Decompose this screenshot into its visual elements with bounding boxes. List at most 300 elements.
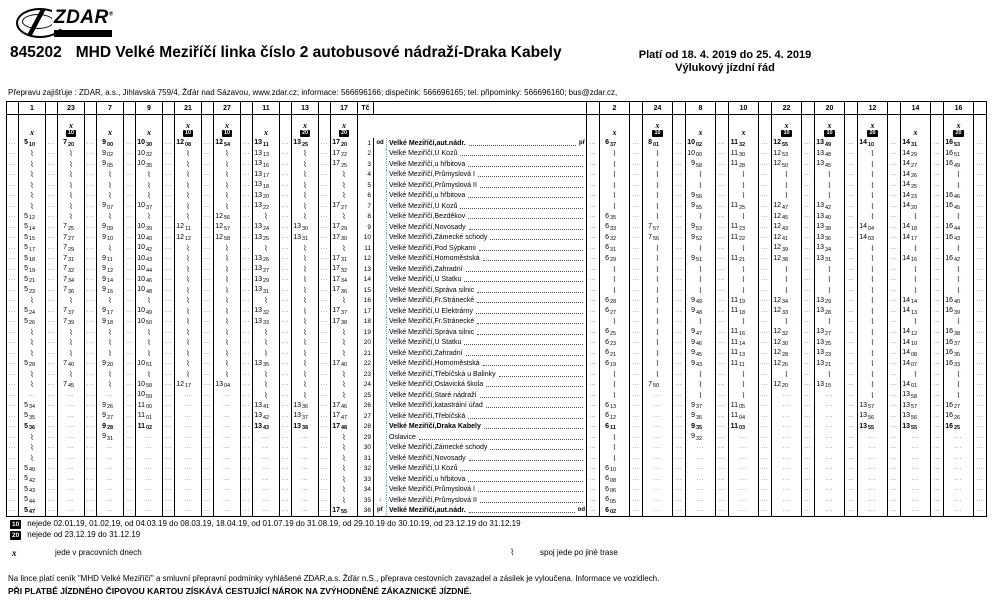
- time-hour: 6: [605, 244, 609, 252]
- filler-dots: ...: [804, 150, 812, 157]
- time-cell: [19, 506, 46, 517]
- filler-cell: [46, 159, 58, 170]
- filler-cell: [241, 243, 253, 254]
- filler-dots: ...: [890, 318, 898, 325]
- time-hour: 17: [332, 506, 340, 514]
- filler-dots: ...: [933, 307, 941, 314]
- filler-cell: [931, 485, 944, 496]
- filler-cell: [845, 380, 858, 391]
- filler-cell: [845, 138, 858, 149]
- wavy-line-icon: ⌇: [612, 443, 617, 453]
- time-minute: 48: [825, 152, 832, 159]
- wavy-line-icon: ⌇: [956, 369, 961, 379]
- filler-dots: ...: [589, 433, 597, 440]
- filler-dots: ...: [203, 496, 212, 503]
- time-minute: 34: [341, 278, 348, 285]
- symbols-cell: [136, 115, 163, 139]
- time-cell: [772, 191, 802, 202]
- filler-dots: ...: [804, 444, 812, 451]
- time-hour: 17: [332, 139, 340, 147]
- filler-cell: [163, 432, 175, 443]
- filler-cell: [630, 401, 643, 412]
- filler-dots: ...: [47, 265, 56, 272]
- filler-dots: ...: [761, 381, 769, 388]
- filler-dots: ...: [976, 433, 984, 440]
- filler-cell: [888, 180, 901, 191]
- time-hour: 11: [730, 296, 738, 304]
- time-cell: [901, 485, 931, 496]
- time-cell: [858, 411, 888, 422]
- no-service-dots: ...: [301, 444, 309, 451]
- time-minute: 40: [146, 236, 153, 243]
- no-service-dots: ...: [954, 486, 963, 493]
- time-cell: [331, 180, 358, 191]
- filler-cell: [241, 306, 253, 317]
- filler-dots: ...: [632, 402, 640, 409]
- time-cell: [686, 285, 716, 296]
- no-service-dots: ...: [825, 402, 834, 409]
- filler-cell: [759, 495, 772, 506]
- time-minute: 36: [68, 288, 75, 295]
- time-hour: 17: [332, 359, 340, 367]
- dot-leader: [480, 393, 583, 398]
- filler-cell: [716, 401, 729, 412]
- time-cell: [686, 306, 716, 317]
- time-minute: 20: [911, 204, 918, 211]
- no-service-dots: ...: [825, 486, 834, 493]
- filler-cell: [974, 296, 987, 307]
- time-hour: 10: [137, 149, 145, 157]
- filler-dots: ...: [281, 171, 290, 178]
- time-hour: 5: [24, 275, 28, 283]
- filler-cell: [931, 348, 944, 359]
- time-hour: 7: [63, 307, 67, 315]
- stop-row: [7, 233, 987, 244]
- filler-cell: [974, 348, 987, 359]
- filler-dots: ...: [203, 202, 212, 209]
- dot-leader: [468, 193, 583, 198]
- filler-dots: ...: [632, 423, 640, 430]
- filler-cell: [845, 285, 858, 296]
- wavy-line-icon: ⌇: [264, 348, 268, 358]
- filler-dots: ...: [976, 234, 984, 241]
- filler-cell: [802, 506, 815, 517]
- filler-cell: [888, 443, 901, 454]
- time-cell: [686, 138, 716, 149]
- filler-dots: ...: [933, 402, 941, 409]
- filler-dots: ...: [890, 150, 898, 157]
- filler-dots: ...: [281, 213, 290, 220]
- time-cell: [97, 338, 124, 349]
- filler-dots: ...: [675, 433, 683, 440]
- time-cell: [19, 317, 46, 328]
- time-minute: 36: [29, 425, 36, 432]
- filler-dots: ...: [804, 192, 812, 199]
- filler-dots: ...: [933, 339, 941, 346]
- symbol-stack: [292, 115, 318, 138]
- filler-cell: [124, 296, 136, 307]
- filler-cell: [46, 474, 58, 485]
- filler-dots: ...: [164, 433, 173, 440]
- time-cell: [600, 464, 630, 475]
- footnote-10-text: nejede 02.01.19, 01.02.19, od 04.03.19 do 08.03.19, 18.04.19, od 01.07.19 do 31.08.19, od 29.10.19 do 30.10.19, od 23.12.19 do 31.12.19: [27, 519, 521, 528]
- od-pr-marker: [374, 212, 387, 223]
- time-minute: 18: [263, 183, 270, 190]
- wavy-line-icon: ⌇: [655, 285, 660, 295]
- filler-dots: ...: [281, 433, 290, 440]
- time-cell: [214, 453, 241, 464]
- route-flex: [389, 159, 586, 169]
- filler-dots: ...: [203, 213, 212, 220]
- time-cell: [686, 464, 716, 475]
- time-cell: [600, 170, 630, 181]
- time-minute: 19: [29, 267, 36, 274]
- filler-cell: [46, 243, 58, 254]
- filler-cell: [202, 485, 214, 496]
- time-cell: [944, 369, 974, 380]
- stop-name: Velké Meziříčí,Správa silnic: [389, 286, 475, 294]
- time-cell: [729, 485, 759, 496]
- filler-dots: ...: [804, 496, 812, 503]
- time-cell: [253, 495, 280, 506]
- time-minute: 19: [739, 299, 746, 306]
- filler-dots: ...: [125, 255, 134, 262]
- no-service-dots: ...: [653, 433, 662, 440]
- dot-leader: [483, 256, 583, 261]
- filler-dots: ...: [761, 307, 769, 314]
- filler-dots: ...: [675, 444, 683, 451]
- stop-row: [7, 506, 987, 517]
- filler-dots: ...: [761, 223, 769, 230]
- time-minute: 41: [782, 236, 789, 243]
- filler-dots: ...: [242, 202, 251, 209]
- time-hour: 9: [691, 296, 695, 304]
- route-flex: [389, 149, 586, 159]
- filler-dots: ...: [718, 234, 726, 241]
- spacer-cell: [845, 115, 858, 139]
- od-pr-marker: [374, 149, 387, 160]
- time-minute: 26: [263, 257, 270, 264]
- time-cell: [214, 285, 241, 296]
- filler-dots: ...: [847, 223, 855, 230]
- time-hour: 14: [902, 338, 910, 346]
- filler-cell: [759, 390, 772, 401]
- odpr-header: [374, 102, 387, 115]
- wavy-line-icon: ⌇: [870, 149, 875, 159]
- time-cell: [815, 159, 845, 170]
- time-minute: 29: [610, 257, 617, 264]
- filler-cell: [85, 474, 97, 485]
- time-hour: 16: [945, 412, 953, 420]
- filler-cell: [673, 264, 686, 275]
- filler-cell: [241, 233, 253, 244]
- filler-cell: [124, 180, 136, 191]
- filler-cell: [85, 359, 97, 370]
- filler-cell: [85, 180, 97, 191]
- filler-cell: [888, 485, 901, 496]
- no-service-dots: ...: [223, 402, 231, 409]
- spacer-header: [888, 102, 901, 115]
- time-hour: 9: [102, 202, 106, 210]
- time-cell: [97, 306, 124, 317]
- spacer-cell: [759, 115, 772, 139]
- filler-dots: ...: [281, 181, 290, 188]
- time-cell: [643, 495, 673, 506]
- time-cell: [331, 390, 358, 401]
- time-cell: [253, 222, 280, 233]
- symbol-stack: [729, 115, 758, 138]
- filler-dots: ...: [675, 139, 683, 146]
- filler-cell: [673, 243, 686, 254]
- time-cell: [858, 369, 888, 380]
- time-minute: 27: [911, 162, 918, 169]
- time-hour: 14: [902, 328, 910, 336]
- time-minute: 14: [107, 278, 114, 285]
- filler-dots: ...: [933, 297, 941, 304]
- filler-dots: ...: [847, 507, 855, 514]
- time-hour: 10: [137, 265, 145, 273]
- time-hour: 6: [605, 223, 609, 231]
- filler-dots: ...: [847, 181, 855, 188]
- tc-number: 33: [358, 474, 374, 485]
- wavy-line-icon: ⌇: [303, 191, 307, 201]
- time-cell: [729, 443, 759, 454]
- symbol-stack: [97, 115, 123, 138]
- wavy-line-icon: ⌇: [69, 338, 73, 348]
- filler-cell: [802, 306, 815, 317]
- stop-row: [7, 296, 987, 307]
- no-service-dots: ...: [106, 475, 114, 482]
- stop-name: Velké Meziříčí,u hřbitova: [389, 192, 466, 200]
- filler-dots: ...: [203, 381, 212, 388]
- od-pr-marker: [374, 254, 387, 265]
- filler-dots: ...: [164, 381, 173, 388]
- filler-dots: ...: [47, 475, 56, 482]
- time-cell: [175, 453, 202, 464]
- time-cell: [815, 485, 845, 496]
- filler-dots: ...: [933, 486, 941, 493]
- wavy-line-icon: ⌇: [225, 191, 229, 201]
- time-minute: 32: [341, 267, 348, 274]
- filler-cell: [845, 243, 858, 254]
- time-hour: 12: [773, 202, 781, 210]
- filler-dots: ...: [47, 234, 56, 241]
- time-hour: 16: [945, 349, 953, 357]
- filler-dots: ...: [804, 475, 812, 482]
- filler-dots: ...: [589, 402, 597, 409]
- filler-dots: ...: [281, 454, 290, 461]
- stop-row: [7, 317, 987, 328]
- no-service-dots: ...: [653, 454, 662, 461]
- time-cell: [600, 317, 630, 328]
- time-cell: [253, 390, 280, 401]
- time-hour: 14: [902, 139, 910, 147]
- filler-dots: ...: [718, 423, 726, 430]
- filler-dots: ...: [320, 370, 329, 377]
- no-service-dots: ...: [67, 423, 75, 430]
- wavy-line-icon: ⌇: [870, 191, 875, 201]
- time-cell: [772, 159, 802, 170]
- time-cell: [858, 285, 888, 296]
- time-cell: [136, 338, 163, 349]
- time-hour: 13: [816, 380, 824, 388]
- time-cell: [815, 432, 845, 443]
- filler-cell: [202, 464, 214, 475]
- time-cell: [97, 369, 124, 380]
- filler-dots: ...: [320, 160, 329, 167]
- filler-cell: [124, 506, 136, 517]
- filler-dots: ...: [242, 276, 251, 283]
- stop-row: [7, 254, 987, 265]
- time-cell: [686, 254, 716, 265]
- time-hour: 12: [176, 223, 184, 231]
- no-service-dots: ...: [67, 486, 75, 493]
- time-cell: [97, 464, 124, 475]
- no-service-dots: ...: [653, 444, 662, 451]
- time-cell: [944, 254, 974, 265]
- no-service-dots: ...: [145, 486, 153, 493]
- filler-cell: [46, 285, 58, 296]
- wavy-line-icon: ⌇: [698, 170, 703, 180]
- time-hour: 9: [102, 359, 106, 367]
- filler-dots: ...: [47, 286, 56, 293]
- filler-cell: [319, 317, 331, 328]
- filler-dots: ...: [86, 255, 95, 262]
- filler-dots: ...: [632, 223, 640, 230]
- timetable: [6, 101, 987, 517]
- filler-cell: [888, 422, 901, 433]
- filler-cell: [931, 464, 944, 475]
- wavy-line-icon: ⌇: [655, 275, 660, 285]
- filler-dots: ...: [761, 402, 769, 409]
- filler-dots: ...: [761, 412, 769, 419]
- filler-cell: [974, 170, 987, 181]
- time-minute: 30: [341, 236, 348, 243]
- no-service-dots: ...: [739, 486, 748, 493]
- time-cell: [253, 285, 280, 296]
- tc-number: 31: [358, 453, 374, 464]
- time-cell: [292, 474, 319, 485]
- no-service-dots: ...: [262, 433, 270, 440]
- time-cell: [600, 243, 630, 254]
- time-minute: 51: [954, 152, 961, 159]
- time-hour: 6: [605, 338, 609, 346]
- filler-dots: ...: [847, 328, 855, 335]
- symbol-stack: [58, 115, 84, 138]
- time-minute: 11: [185, 225, 191, 232]
- filler-dots: ...: [320, 423, 329, 430]
- time-cell: [175, 243, 202, 254]
- filler-dots: ...: [675, 234, 683, 241]
- filler-cell: [163, 159, 175, 170]
- stop-name: Velké Meziříčí,Třebíčská: [389, 412, 466, 420]
- spacer-cell: [319, 115, 331, 139]
- time-cell: [97, 359, 124, 370]
- tc-number: 5: [358, 180, 374, 191]
- filler-cell: [85, 212, 97, 223]
- filler-cell: [280, 474, 292, 485]
- time-hour: 11: [730, 223, 738, 231]
- no-service-dots: ...: [696, 465, 705, 472]
- filler-dots: ...: [847, 454, 855, 461]
- dot-leader: [469, 508, 575, 513]
- filler-cell: [163, 306, 175, 317]
- tc-number: 28: [358, 422, 374, 433]
- time-minute: 39: [68, 320, 75, 327]
- time-cell: [292, 327, 319, 338]
- wavy-line-icon: ⌇: [225, 243, 229, 253]
- time-minute: 07: [911, 362, 918, 369]
- filler-cell: [931, 453, 944, 464]
- filler-dots: ...: [589, 297, 597, 304]
- time-cell: [214, 495, 241, 506]
- filler-dots: ...: [86, 223, 95, 230]
- no-service-dots: ...: [145, 496, 153, 503]
- filler-cell: [46, 306, 58, 317]
- time-cell: [214, 317, 241, 328]
- time-hour: 16: [945, 223, 953, 231]
- wavy-line-icon: ⌇: [108, 170, 112, 180]
- time-minute: 40: [341, 362, 348, 369]
- filler-dots: ...: [47, 465, 56, 472]
- filler-dots: ...: [847, 412, 855, 419]
- symbol-stack: [815, 115, 844, 138]
- filler-dots: ...: [125, 160, 134, 167]
- filler-cell: [716, 243, 729, 254]
- filler-dots: ...: [761, 244, 769, 251]
- filler-cell: [202, 380, 214, 391]
- wavy-line-icon: ⌇: [303, 275, 307, 285]
- stop-row: [7, 243, 987, 254]
- wavy-line-icon: ⌇: [342, 474, 346, 484]
- stop-row: [7, 422, 987, 433]
- filler-dots: ...: [761, 234, 769, 241]
- filler-dots: ...: [47, 486, 56, 493]
- filler-dots: ...: [8, 297, 17, 304]
- filler-dots: ...: [847, 391, 855, 398]
- stop-name: Velké Meziříčí,Draka Kabely: [389, 423, 481, 431]
- time-cell: [686, 264, 716, 275]
- wavy-line-icon: ⌇: [30, 296, 34, 306]
- dot-leader: [466, 267, 583, 272]
- filler-dots: ...: [320, 381, 329, 388]
- wavy-line-icon: ⌇: [303, 180, 307, 190]
- filler-cell: [163, 170, 175, 181]
- wavy-line-icon: ⌇: [303, 201, 307, 211]
- filler-cell: [673, 380, 686, 391]
- wavy-line-icon: ⌇: [956, 212, 961, 222]
- filler-dots: ...: [203, 507, 212, 514]
- filler-dots: ...: [589, 412, 597, 419]
- filler-dots: ...: [933, 475, 941, 482]
- wavy-line-icon: ⌇: [342, 327, 346, 337]
- time-hour: 9: [691, 328, 695, 336]
- filler-cell: [202, 180, 214, 191]
- filler-cell: [716, 296, 729, 307]
- filler-dots: ...: [125, 328, 134, 335]
- wavy-line-icon: ⌇: [303, 317, 307, 327]
- time-hour: 13: [816, 328, 824, 336]
- filler-dots: ...: [761, 433, 769, 440]
- time-minute: 48: [696, 309, 703, 316]
- wavy-line-icon: ⌇: [612, 170, 617, 180]
- restriction-badge-10: 10: [223, 130, 231, 136]
- filler-cell: [124, 264, 136, 275]
- stop-row: [7, 369, 987, 380]
- filler-cell: [7, 369, 19, 380]
- stop-name: Velké Meziříčí,Třebíčská u Balinky: [389, 370, 496, 378]
- filler-cell: [802, 212, 815, 223]
